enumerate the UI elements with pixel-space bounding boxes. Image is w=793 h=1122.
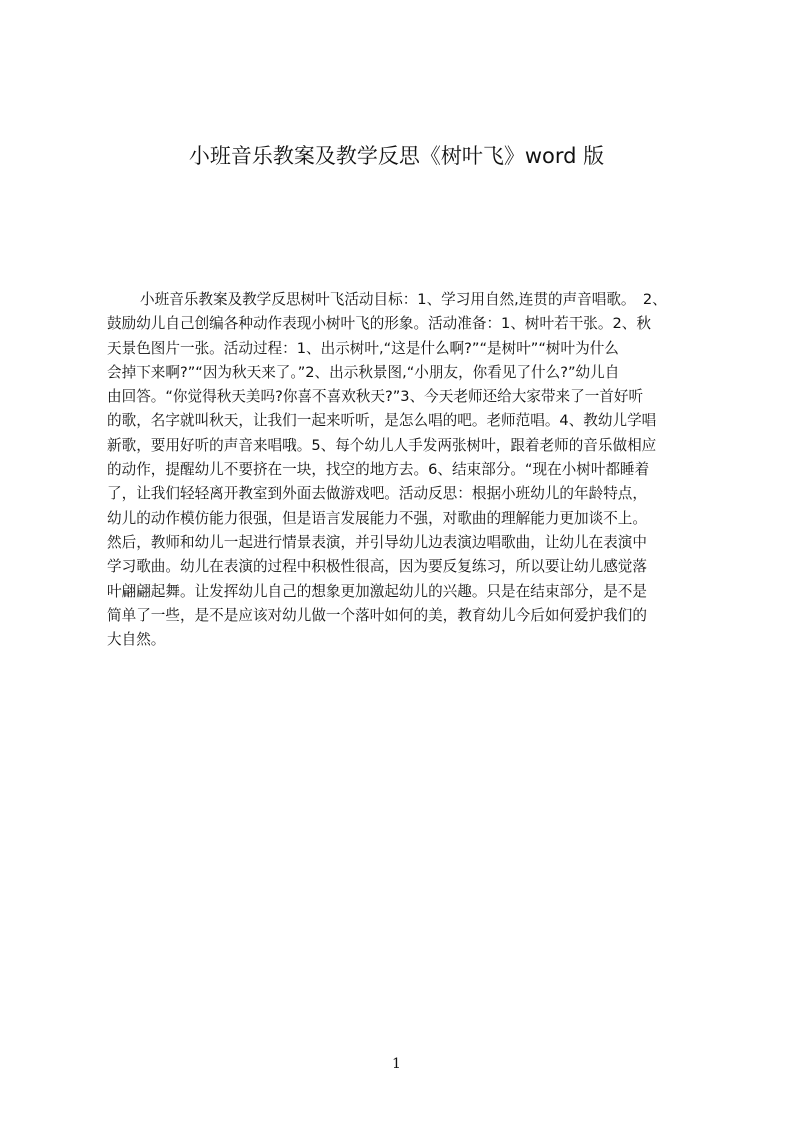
body-line: 简单了一些，是不是应该对幼儿做一个落叶如何的美，教育幼儿今后如何爱护我们的 [107,606,647,624]
body-line: 叶翩翩起舞。让发挥幼儿自己的想象更加激起幼儿的兴趣。只是在结束部分，是不是 [107,582,647,600]
body-line: 的动作，提醒幼儿不要挤在一块，找空的地方去。6、结束部分。“现在小树叶都睡着 [107,461,650,479]
body-line: 由回答。“你觉得秋天美吗?你喜不喜欢秋天?”3、今天老师还给大家带来了一首好听 [107,388,644,406]
body-line: 了，让我们轻轻离开教室到外面去做游戏吧。活动反思：根据小班幼儿的年龄特点， [107,485,647,503]
body-line: 会掉下来啊?”“因为秋天来了。”2、出示秋景图,“小朋友，你看见了什么?”幼儿自 [107,363,620,381]
body-line: 的歌，名字就叫秋天，让我们一起来听听，是怎么唱的吧。老师范唱。4、教幼儿学唱 [107,412,657,430]
body-line: 小班音乐教案及教学反思树叶飞活动目标：1、学习用自然,连贯的声音唱歌。 2、 [140,291,667,308]
document-title: 小班音乐教案及教学反思《树叶飞》word 版 [188,144,605,168]
document-body [107,288,699,652]
body-line: 鼓励幼儿自己创编各种动作表现小树叶飞的形象。活动准备：1、树叶若干张。2、秋 [107,315,651,333]
body-line: 学习歌曲。幼儿在表演的过程中积极性很高，因为要反复练习，所以要让幼儿感觉落 [107,558,647,576]
body-line: 然后，教师和幼儿一起进行情景表演，并引导幼儿边表演边唱歌曲，让幼儿在表演中 [107,533,647,551]
body-line: 新歌，要用好听的声音来唱哦。5、每个幼儿人手发两张树叶，跟着老师的音乐做相应 [107,436,657,454]
body-line: 幼儿的动作模仿能力很强，但是语言发展能力不强，对歌曲的理解能力更加谈不上。 [107,509,647,527]
body-line: 天景色图片一张。活动过程：1、出示树叶,“这是什么啊?”“是树叶”“树叶为什么 [107,339,619,357]
body-line: 大自然。 [107,631,166,649]
page-number: 1 [392,1056,401,1072]
